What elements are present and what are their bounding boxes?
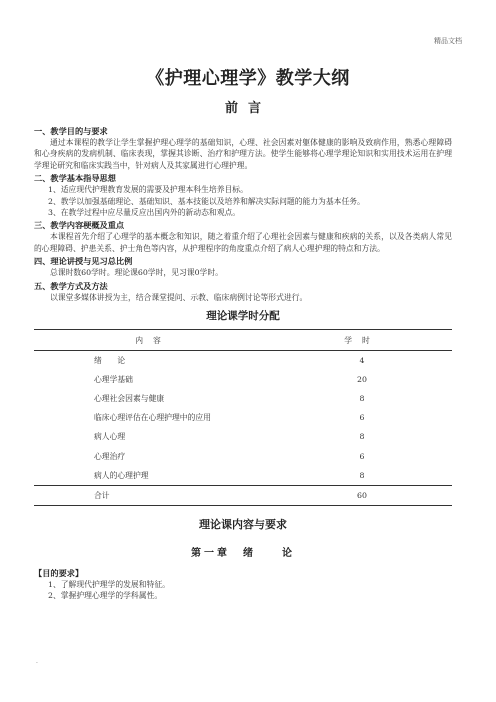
- table-title: 理论课学时分配: [206, 310, 280, 323]
- section-paragraph: 通过本课程的教学让学生掌握护理心理学的基础知识，心理、社会因素对躯体健康的影响及致病作用，熟悉心理障碍和心身疾病的发病机制、临床表现，掌握其诊断、治疗和护理方法。使学生能够将心理学理论知识和实用技术运用在护理学理论研究和临床实践当中，针对病人及其家属进行心理护理。: [34, 138, 452, 170]
- document-body: [34, 124, 452, 602]
- row-hours: 20: [357, 375, 367, 385]
- table-row: [34, 447, 452, 466]
- section-paragraph: 本课程首先介绍了心理学的基本概念和知识，随之着重介绍了心理社会因素与健康和疾病的关系，以及各类病人常见的心理障碍、护患关系、护士角色等内容，从护理程序的角度重点介绍了病人心理护理的特点和方法。: [34, 232, 452, 253]
- row-hours: 8: [359, 394, 365, 404]
- row-hours: 6: [359, 413, 365, 423]
- table-header-row: [34, 330, 452, 351]
- hours-table: [34, 329, 452, 506]
- section-heading: 五、教学方式及方法: [34, 280, 108, 291]
- section-paragraph: 以课堂多媒体讲授为主，结合课堂提问、示教、临床病例讨论等形式进行。: [50, 292, 308, 302]
- table-total-row: [34, 485, 452, 505]
- table-row: [34, 427, 452, 446]
- footer-mark: .: [36, 658, 38, 665]
- section-heading: 四、理论讲授与见习总比例: [34, 256, 133, 267]
- list-item: 1、了解现代护理学的发展和特征。: [48, 579, 170, 589]
- preface-heading: 前言: [224, 101, 271, 116]
- watermark-label: 精品文档: [434, 37, 462, 45]
- section-paragraph: 总课时数60学时。理论课60学时，见习课0学时。: [50, 268, 223, 278]
- row-name: 心理社会因素与健康: [94, 394, 165, 404]
- document-title: 《护理心理学》教学大纲: [146, 68, 350, 89]
- total-label: 合计: [34, 485, 272, 505]
- total-hours: 60: [272, 485, 452, 505]
- section-heading: 三、教学内容梗概及重点: [34, 220, 125, 231]
- column-header-hours: 学时: [272, 330, 452, 351]
- row-hours: 8: [359, 470, 365, 480]
- table-row: [34, 351, 452, 371]
- row-hours: 4: [359, 356, 365, 366]
- row-name: 心理学基础: [94, 375, 133, 385]
- table-row: [34, 389, 452, 408]
- row-name: 临床心理评估在心理护理中的应用: [94, 413, 211, 423]
- row-hours: 8: [359, 432, 365, 442]
- list-item: 2、教学以加强基础理论、基础知识、基本技能以及培养和解决实际问题的能力为基本任务。: [48, 196, 365, 206]
- row-name: 病人心理: [94, 432, 126, 442]
- list-item: 2、掌握护理心理学的学科属性。: [48, 591, 163, 601]
- table-row: [34, 370, 452, 389]
- chapter-title: 第一章 绪 论: [191, 547, 295, 559]
- table-row: [34, 408, 452, 427]
- goals-heading: 【目的要求】: [34, 567, 84, 578]
- section-title: 理论课内容与要求: [199, 517, 287, 531]
- row-hours: 6: [359, 451, 365, 461]
- list-item: 3、在教学过程中应尽量反应出国内外的新动态和观点。: [48, 208, 241, 218]
- row-name: 心理治疗: [94, 451, 126, 461]
- column-header-content: 内容: [34, 330, 272, 351]
- table-row: [34, 466, 452, 486]
- section-heading: 二、教学基本指导思想: [34, 173, 116, 184]
- section-heading: 一、教学目的与要求: [34, 126, 108, 136]
- list-item: 1、适应现代护理教育发展的需要及护理本科生培养目标。: [48, 185, 248, 195]
- row-name: 绪 论: [94, 356, 126, 366]
- row-name: 病人的心理护理: [94, 470, 149, 480]
